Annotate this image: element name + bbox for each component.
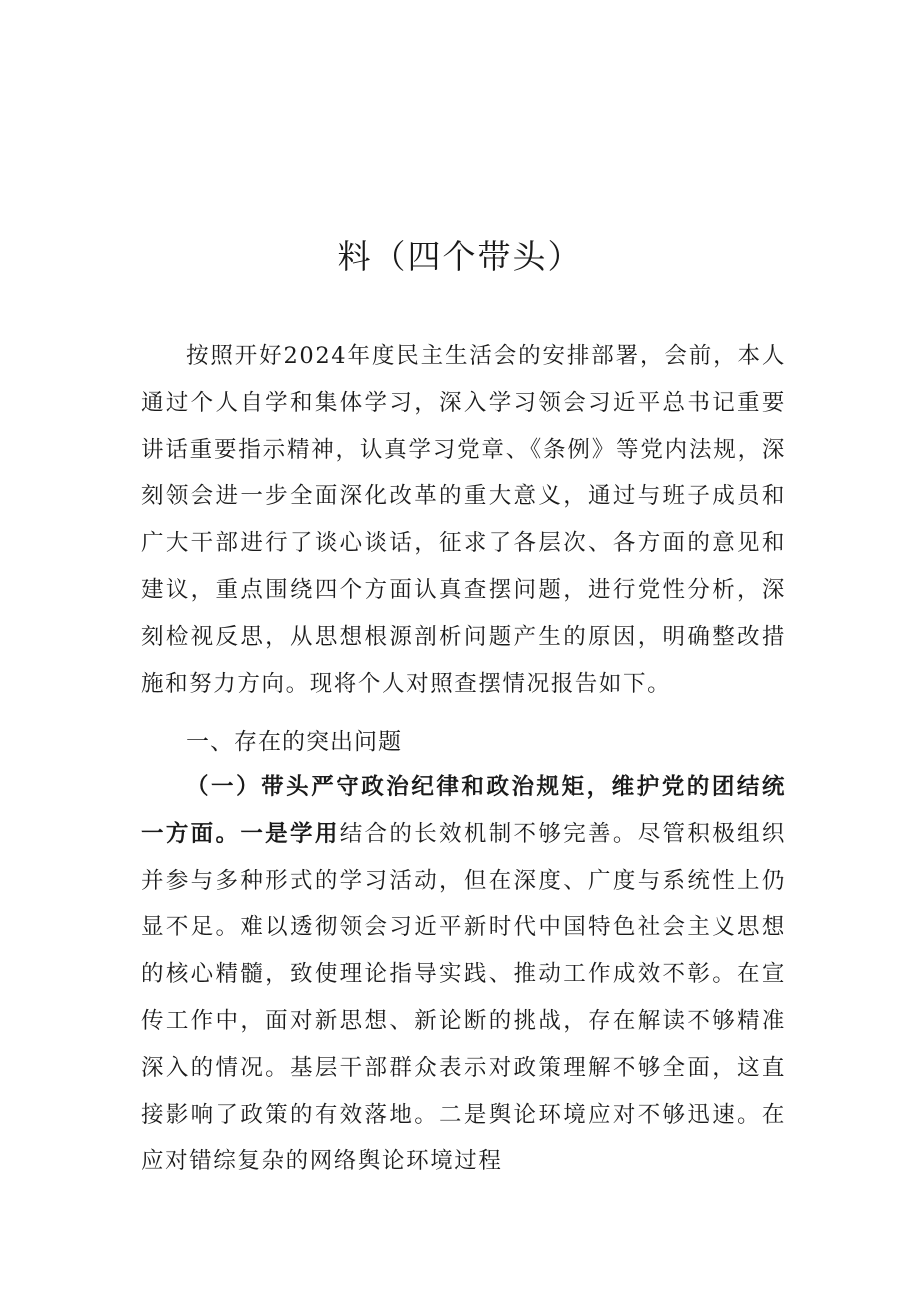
document-title: 料（四个带头）: [337, 237, 583, 276]
subsection-body: 结合的长效机制不够完善。尽管积极组织并参与多种形式的学习活动，但在深度、广度与系统性上仍显不足。难以透彻领会习近平新时代中国特色社会主义思想的核心精髓，致使理论指导实践、推动工作成效不彰。在宣传工作中，面对新思想、新论断的挑战，存在解读不够精准深入的情况。基层干部群众表示对政策理解不够全面，这直接影响了政策的有效落地。二是舆论环境应对不够迅速。在应对错综复杂的网络舆论环境过程: [141, 820, 786, 1175]
section-heading: 一、存在的突出问题: [186, 729, 402, 755]
point-label: 一是学用: [240, 820, 340, 847]
intro-paragraph: 按照开好2024年度民主生活会的安排部署，会前，本人通过个人自学和集体学习，深入学习领会习近平总书记重要讲话重要指示精神，认真学习党章、《条例》等党内法规，深刻领会进一步全面深化改革的重大意义，通过与班子成员和广大干部进行了谈心谈话，征求了各层次、各方面的意见和建议，重点围绕四个方面认真查摆问题，进行党性分析，深刻检视反思，从思想根源剖析问题产生的原因，明确整改措施和努力方向。现将个人对照查摆情况报告如下。: [141, 343, 786, 697]
subsection-heading: （一）带头严守政治纪律和政治规矩，维护党的团结统一方面。: [141, 774, 786, 847]
subsection-paragraph: [141, 764, 786, 1185]
